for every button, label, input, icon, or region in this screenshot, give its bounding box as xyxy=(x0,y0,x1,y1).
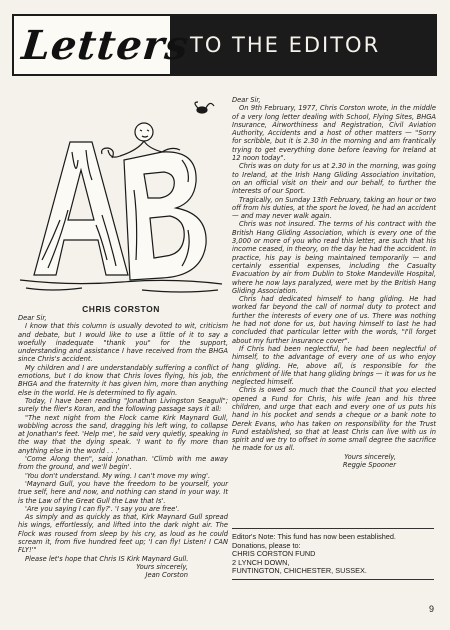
quote-paragraph-4: 'Maynard Gull, you have the freedom to be yourself, your true self, here and now, and nothing can stand in your way. It is the Law of the Great Gull the Law that Is'. xyxy=(18,479,228,505)
right-paragraph-6: If Chris had been neglectful, he had been neglectful of himself, to the advantage of every one of us who enjoy hang gliding. He, above all, is responsible for the enrichment of life that hang gliding brings — it was for us he neglected himself. xyxy=(232,344,436,387)
right-paragraph-5: Chris had dedicated himself to hang gliding. He had worked far beyond the call of normal duty to protect and further the interests of every one of us. There was nothing he had not done for us, but having himself to last he had concluded that particular letter with the words, "I'll forget about my further insurance cover". xyxy=(232,295,436,345)
section-header xyxy=(12,14,437,76)
editors-note-line-2: Donations, please to: xyxy=(232,540,301,550)
right-signature: Reggie Spooner xyxy=(342,461,396,470)
quote-paragraph-2: 'Come Along then", said Jonathan. 'Climb with me away from the ground, and we'll begin'. xyxy=(18,455,228,472)
left-paragraph-1: I know that this column is usually devoted to wit, criticism and debate, but I would like to use a little of it to say a woefully inadequate "thank you" for the support, understanding and assistance I have received from the BHGA since Chris's accident. xyxy=(18,322,228,364)
fund-name: CHRIS CORSTON FUND xyxy=(232,549,316,559)
letters-logo xyxy=(12,14,192,76)
quote-paragraph-5: 'Are you saying I can fly?'. 'I say you are free'. xyxy=(25,504,180,513)
right-closing: Yours sincerely, xyxy=(344,452,396,461)
title-bar xyxy=(172,14,437,76)
illustration-caption: CHRIS CORSTON xyxy=(82,304,160,314)
right-paragraph-7: Chris is owed so much that the Council that you elected opened a Fund for Chris, his wife Jean and his three children, and urge that each and every one of us puts his hand in his pocket and sends a cheque or a bank note to Derek Evans, who has taken on responsibility for the Trust Fund established, so that at least Chris can live with us in spirit and we try to offset in some small degree the sacrifice he made for us all. xyxy=(232,386,436,453)
quote-paragraph-1: "The next night from the Flock came Kirk Maynard Gull, wobbling across the sand, dragging his left wing, to collapse at Jonathan's feet. 'Help me', he said very quietly, speaking in the way that the dying speak. 'I want to fly more than anything else in the world . . .' xyxy=(18,413,228,455)
left-paragraph-3: Today, I have been reading "Jonathan Livingston Seagull"; surely the flier's Koran, and the following passage says it all: xyxy=(18,396,228,414)
quote-paragraph-3: 'You don't understand. My wing. I can't move my wing'. xyxy=(25,471,211,480)
right-paragraph-1: On 9th February, 1977, Chris Corston wrote, in the middle of a very long letter dealing with School, Flying Sites, BHGA Insurance, Airworthiness and Registration, Civil Aviation Authority, Accidents and a host of other matters — "Sorry for scribble, but it is 2.30 in the morning and am frantically trying to get everything done before leaving for Ireland at 12 noon today". xyxy=(232,104,436,163)
left-paragraph-2: My children and I are understandably suffering a conflict of emotions, but I do know that Chris loves flying, his job, the BHGA and the fraternity it has given him, more than anything else in the world. He is determined to fly again. xyxy=(18,363,228,397)
left-paragraph-4: Please let's hope that Chris IS Kirk Maynard Gull. xyxy=(25,554,189,563)
right-salutation: Dear Sir, xyxy=(232,96,261,104)
section-title: TO THE EDITOR xyxy=(190,33,381,57)
quote-paragraph-6: As simply and as quickly as that, Kirk Maynard Gull spread his wings, effortlessly, and lifted into the dark night air. The Flock was roused from sleep by his cry, as loud as he could scream it, from five hundred feet up; 'I can fly! Listen! I CAN FLY!'" xyxy=(18,513,228,555)
left-signature: Jean Corston xyxy=(145,571,188,580)
fund-address-line-1: 2 LYNCH DOWN, xyxy=(232,557,290,567)
fund-address-line-2: FUNTINGTON, CHICHESTER, SUSSEX. xyxy=(232,566,367,576)
editors-note-line-1: Editor's Note: This fund has now been established. xyxy=(232,532,396,541)
left-salutation: Dear Sir, xyxy=(18,314,47,322)
left-closing: Yours sincerely, xyxy=(136,562,188,571)
editors-note xyxy=(232,528,434,580)
cartoon-illustration xyxy=(12,90,230,298)
right-paragraph-4: Chris was not insured. The terms of his contract with the British Hang Gliding Association, which is every one of the 3,000 or more of you who read this letter, are such that his income ceased, in theory, on the day he had the accident. In practice, his pay is being maintained temporarily — and certainly essential expenses, including the Casualty Evacuation by air from Dublin to Stoke Mandeville Hospital, where he now lays paralyzed, were met by the British Hang Gliding Association. xyxy=(232,220,436,295)
right-paragraph-3: Tragically, on Sunday 13th February, taking an hour or two off from his duties, at the sport he loved, he had an accident — and may never walk again. xyxy=(232,195,436,221)
logo-text: Letters xyxy=(19,22,192,69)
letter-left xyxy=(18,314,228,580)
letter-right xyxy=(232,96,436,469)
page-number: 9 xyxy=(428,604,434,614)
right-paragraph-2: Chris was on duty for us at 2.30 in the morning, was going to Ireland, at the Irish Hang Gliding Association invitation, on an official visit on their and our behalf, to further the interests of our Sport. xyxy=(232,162,436,196)
